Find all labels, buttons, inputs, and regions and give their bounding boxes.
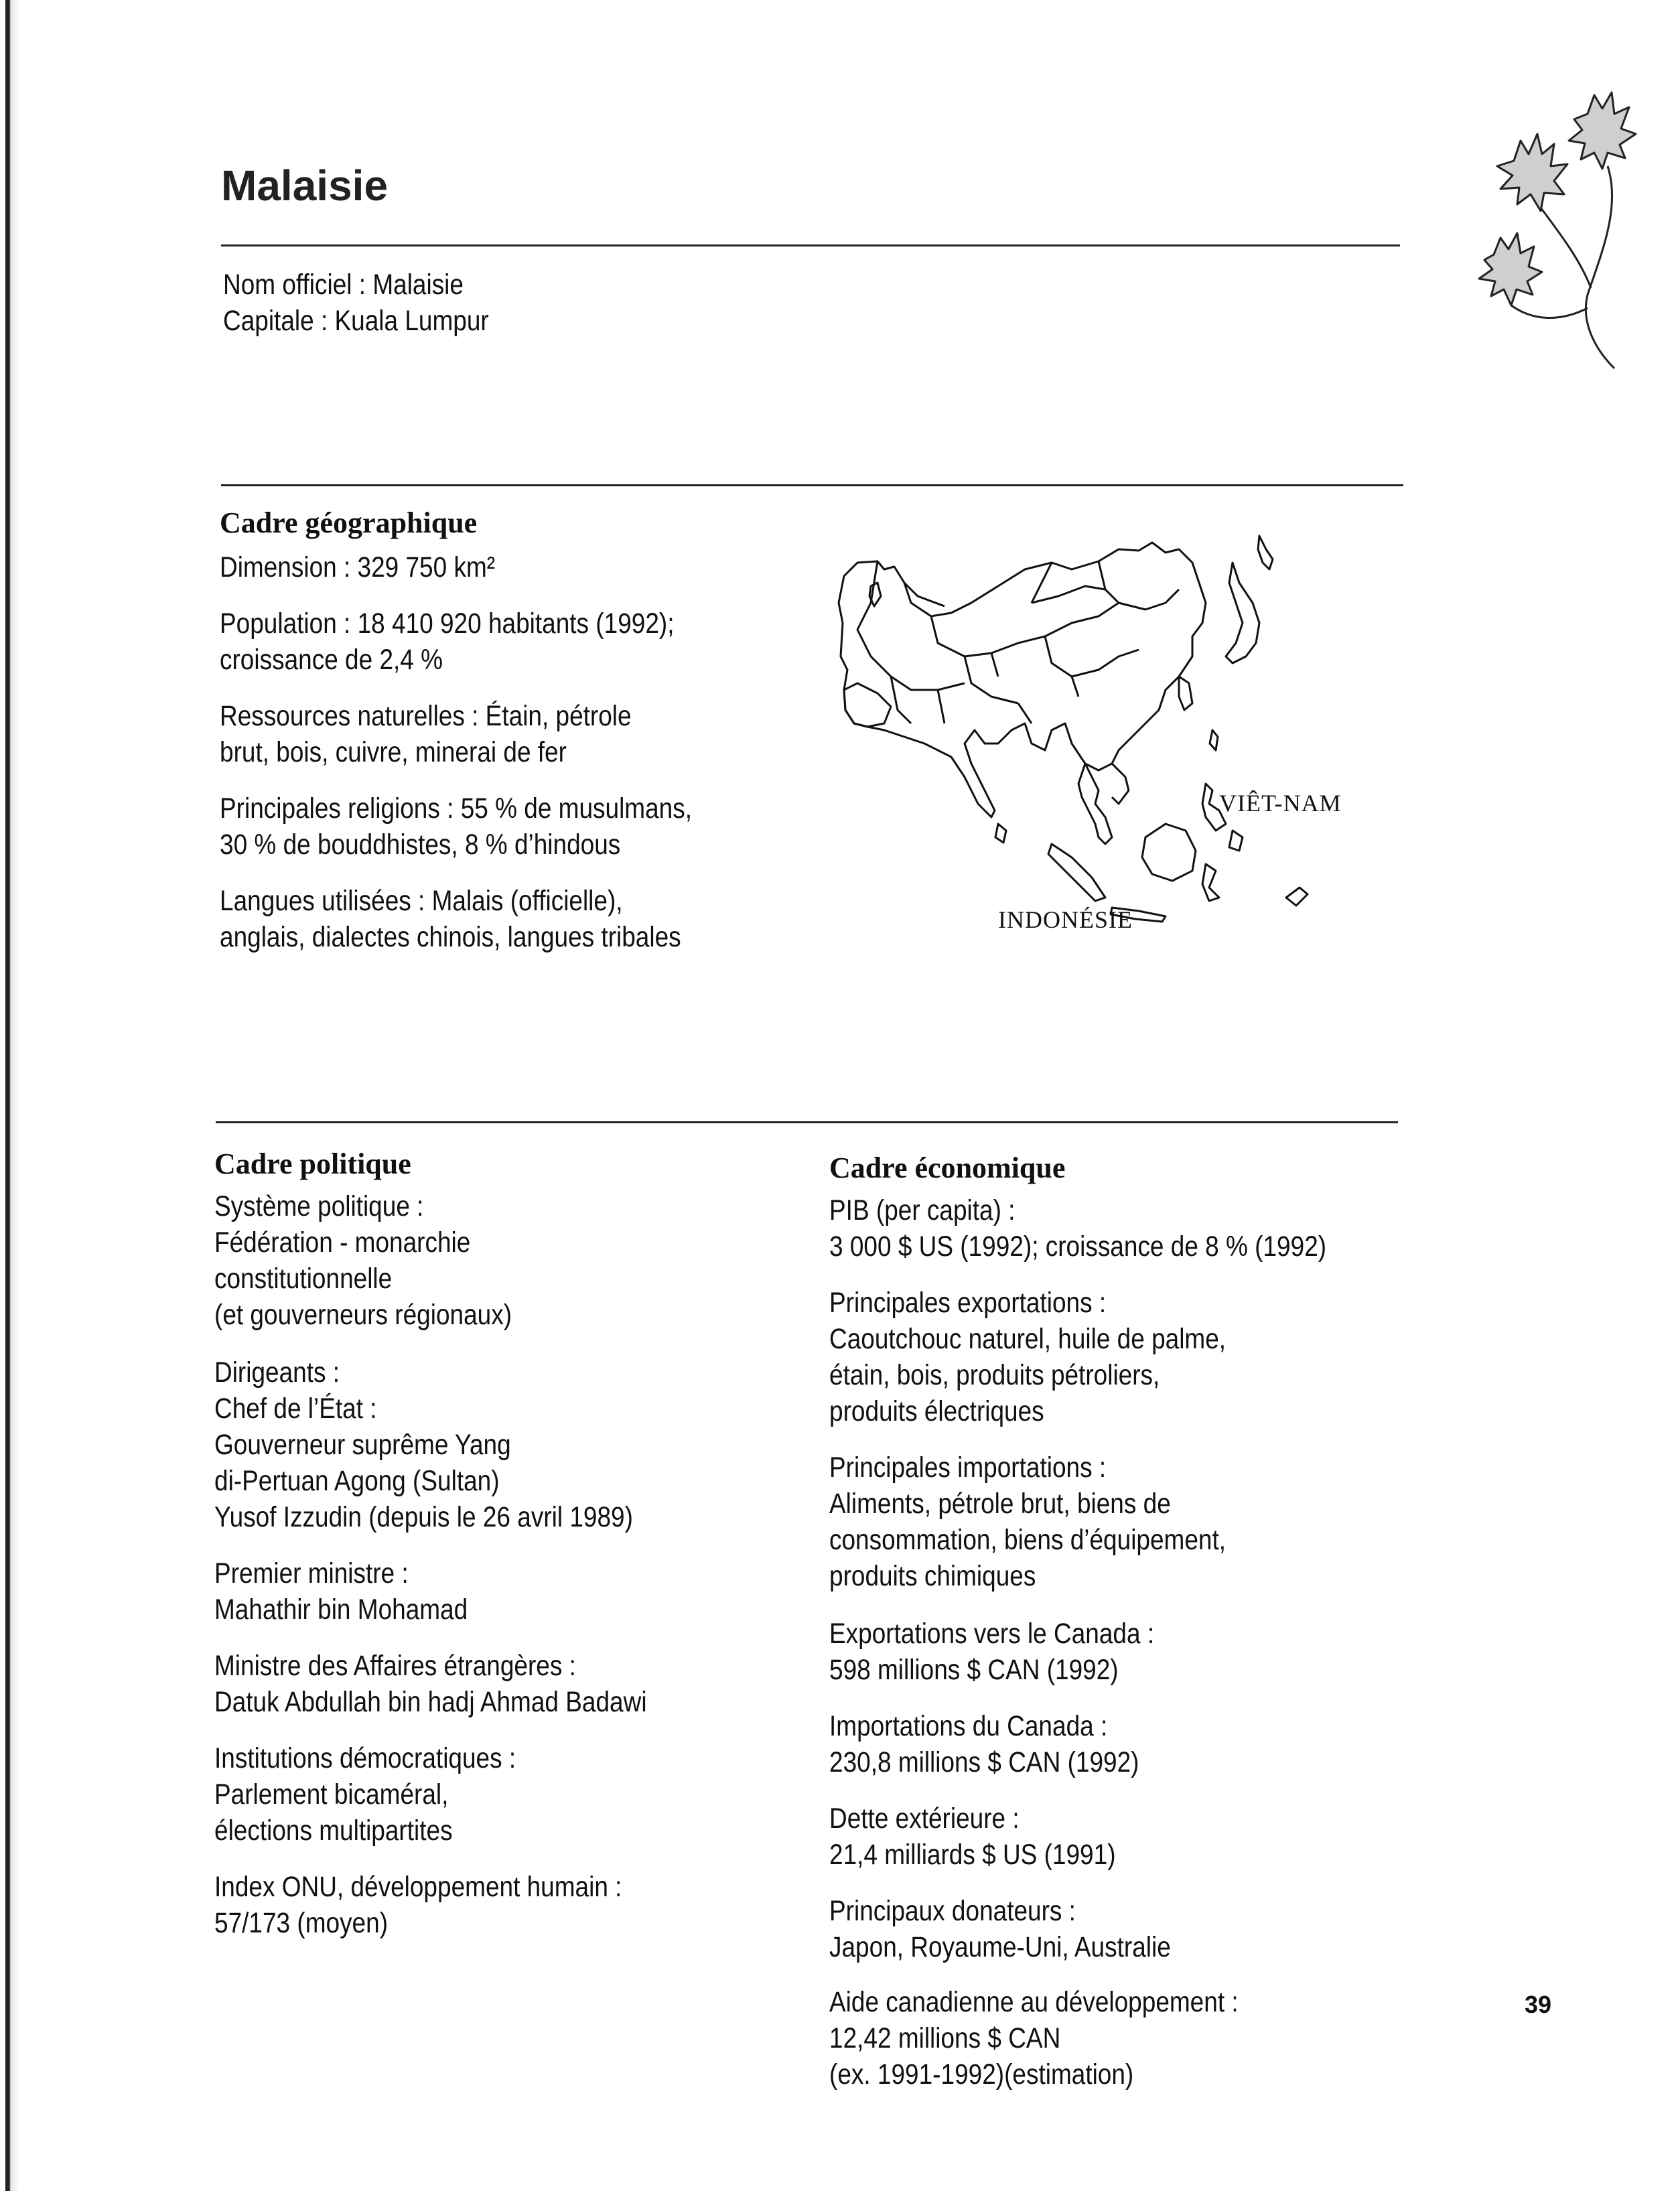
institutions-line: Institutions démocratiques :	[214, 1742, 516, 1774]
page-title: Malaisie	[221, 161, 389, 210]
maple-leaf-decoration	[1454, 87, 1641, 382]
title-divider	[221, 244, 1400, 246]
prime-minister-line: Mahathir bin Mohamad	[214, 1594, 468, 1626]
exports-canada-line: Exportations vers le Canada :	[829, 1618, 1155, 1650]
maple-stem	[1541, 208, 1591, 288]
philippines-south	[1229, 831, 1243, 851]
imports-line: Principales importations :	[829, 1452, 1107, 1484]
debt-line: 21,4 milliards $ US (1991)	[829, 1839, 1116, 1871]
vietnam-coast	[1112, 764, 1129, 804]
system-line: Système politique :	[214, 1190, 424, 1222]
imports-canada-line: Importations du Canada :	[829, 1710, 1108, 1742]
population-line: croissance de 2,4 %	[220, 644, 443, 676]
leaders-line: di-Pertuan Agong (Sultan)	[214, 1465, 500, 1497]
politics-foreign-minister	[214, 1648, 647, 1720]
economy-debt	[829, 1800, 1116, 1873]
system-line: (et gouverneurs régionaux)	[214, 1299, 512, 1331]
sri-lanka	[995, 824, 1006, 843]
resources-line: Ressources naturelles : Étain, pétrole	[220, 700, 632, 732]
aid-line: (ex. 1991-1992)(estimation)	[829, 2058, 1134, 2091]
binding-edge	[0, 0, 20, 2191]
leaders-line: Gouverneur suprême Yang	[214, 1429, 511, 1461]
maple-leaf-icon	[1479, 233, 1542, 305]
aid-line: 12,42 millions $ CAN	[829, 2022, 1061, 2054]
geography-dimension	[220, 549, 495, 585]
borneo	[1142, 824, 1196, 881]
indochina	[1078, 764, 1112, 844]
politics-leaders	[214, 1354, 633, 1535]
religions-line: 30 % de bouddhistes, 8 % d’hindous	[220, 829, 621, 861]
page-number: 39	[1525, 1991, 1552, 2018]
hdi-line: Index ONU, développement humain :	[214, 1871, 622, 1903]
sumatra	[1048, 844, 1105, 901]
japan-north	[1258, 536, 1273, 569]
foreign-minister-line: Ministre des Affaires étrangères :	[214, 1650, 576, 1682]
institutions-line: élections multipartites	[214, 1815, 453, 1847]
donors-line: Principaux donateurs :	[829, 1895, 1076, 1927]
imports-line: produits chimiques	[829, 1560, 1036, 1592]
korea	[1179, 677, 1192, 710]
maple-stem	[1511, 305, 1588, 318]
dimension: Dimension : 329 750 km²	[220, 551, 496, 583]
politics-institutions	[214, 1740, 516, 1849]
economy-heading: Cadre économique	[829, 1151, 1066, 1184]
languages-line: anglais, dialectes chinois, langues tribales	[220, 921, 681, 953]
imports-canada-line: 230,8 millions $ CAN (1992)	[829, 1746, 1139, 1778]
economy-exports-canada	[829, 1616, 1154, 1688]
debt-line: Dette extérieure :	[829, 1803, 1020, 1835]
donors-line: Japon, Royaume-Uni, Australie	[829, 1931, 1171, 1963]
exports-line: étain, bois, produits pétroliers,	[829, 1359, 1160, 1391]
prime-minister-line: Premier ministre :	[214, 1557, 409, 1589]
economy-imports	[829, 1450, 1226, 1594]
economy-imports-canada	[829, 1708, 1139, 1780]
maple-stem	[1586, 166, 1614, 368]
map-label-vietnam: VIÊT-NAM	[1219, 790, 1342, 817]
languages-line: Langues utilisées : Malais (officielle),	[220, 885, 623, 917]
leaders-line: Yusof Izzudin (depuis le 26 avril 1989)	[214, 1501, 633, 1533]
exports-line: Principales exportations :	[829, 1287, 1107, 1319]
map-label-indonesia: INDONÉSIE	[998, 906, 1133, 933]
japan	[1226, 563, 1259, 663]
economy-aid	[829, 1984, 1239, 2093]
arabian-peninsula	[844, 683, 891, 727]
economy-gdp	[829, 1192, 1326, 1265]
maple-leaf-icon	[1497, 134, 1567, 211]
system-line: Fédération - monarchie	[214, 1226, 471, 1259]
leaders-line: Chef de l’État :	[214, 1393, 377, 1425]
imports-line: Aliments, pétrole brut, biens de	[829, 1488, 1171, 1520]
foreign-minister-line: Datuk Abdullah bin hadj Ahmad Badawi	[214, 1686, 647, 1718]
official-name: Nom officiel : Malaisie	[223, 269, 464, 301]
geography-religions	[220, 790, 692, 863]
exports-canada-line: 598 millions $ CAN (1992)	[829, 1654, 1119, 1686]
aid-line: Aide canadienne au développement :	[829, 1986, 1239, 2018]
politics-hdi	[214, 1869, 622, 1941]
politics-system	[214, 1188, 512, 1333]
politics-heading: Cadre politique	[214, 1147, 411, 1180]
economy-exports	[829, 1285, 1226, 1429]
system-line: constitutionnelle	[214, 1263, 393, 1295]
hdi-line: 57/173 (moyen)	[214, 1907, 389, 1939]
asia-outline	[839, 543, 1206, 817]
religions-line: Principales religions : 55 % de musulmans,	[220, 792, 693, 825]
taiwan	[1210, 730, 1218, 750]
sulawesi	[1202, 864, 1219, 901]
maple-leaf-icon	[1569, 92, 1636, 169]
geography-resources	[220, 698, 632, 770]
geography-population	[220, 606, 674, 678]
new-guinea-tip	[1286, 888, 1308, 906]
capital: Capitale : Kuala Lumpur	[223, 305, 489, 337]
politics-prime-minister	[214, 1555, 468, 1628]
politics-economy-divider	[216, 1121, 1398, 1123]
identity-block	[223, 267, 489, 339]
population-line: Population : 18 410 920 habitants (1992);	[220, 608, 675, 640]
asia-map	[831, 522, 1313, 924]
gdp-line: 3 000 $ US (1992); croissance de 8 % (1992)	[829, 1230, 1327, 1263]
institutions-line: Parlement bicaméral,	[214, 1778, 449, 1811]
imports-line: consommation, biens d’équipement,	[829, 1524, 1227, 1556]
leaders-line: Dirigeants :	[214, 1356, 340, 1389]
gdp-line: PIB (per capita) :	[829, 1194, 1016, 1226]
geography-divider	[221, 484, 1403, 486]
geography-heading: Cadre géographique	[220, 506, 478, 539]
exports-line: produits électriques	[829, 1395, 1044, 1427]
economy-donors	[829, 1893, 1171, 1965]
exports-line: Caoutchouc naturel, huile de palme,	[829, 1323, 1227, 1355]
geography-languages	[220, 883, 681, 955]
resources-line: brut, bois, cuivre, minerai de fer	[220, 736, 567, 768]
